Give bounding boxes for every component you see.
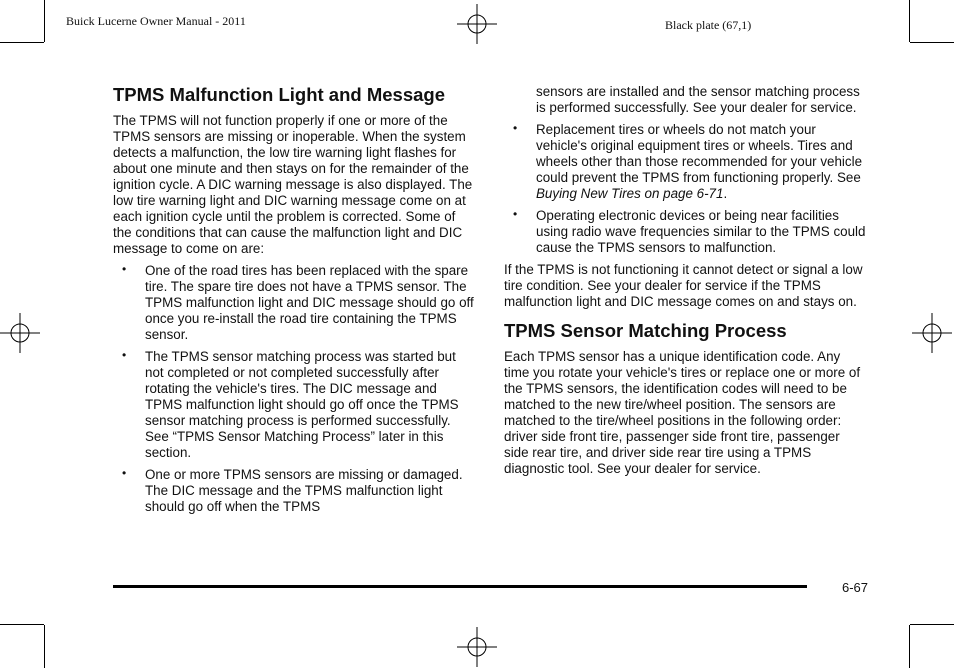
crop-mark [44,0,45,42]
matching-paragraph: Each TPMS sensor has a unique identification code. Any time you rotate your vehicle's tires or replace one or more of the TPMS sensors, the identification codes will need to be matched to the new tire/wheel position. The sensors are matched to the tire/wheel positions in the following order: driver side front tire, passenger side front tire, passenger side rear tire, and driver side rear tire using a TPMS diagnostic tool. See your dealer for service. [504,349,861,476]
status-paragraph: If the TPMS is not functioning it cannot detect or signal a low tire condition. See your dealer for service if the TPMS malfunction light and DIC message comes on and stays on. [504,262,863,309]
list-item: • One of the road tires has been replaced with the spare tire. The spare tire does not have a TPMS sensor. The TPMS malfunction light and DIC message should go off once you re-install the road tire containing the TPMS sensor. [122,262,474,342]
list-item: • One or more TPMS sensors are missing or damaged. The DIC message and the TPMS malfunction light should go off when the TPMS [122,466,463,514]
bullet-icon: • [122,466,127,480]
list-item: • Operating electronic devices or being near facilities using radio wave frequencies similar to the TPMS could cause the TPMS sensors to malfunction. [513,207,866,255]
bullet-icon: • [122,348,127,362]
list-item: • The TPMS sensor matching process was started but not completed or not completed successfully after rotating the vehicle's tires. The DIC message and TPMS malfunction light should go off once the TPMS sensor matching process is performed successfully. See “TPMS Sensor Matching Process” later in this section. [122,348,459,460]
bullet-icon: • [513,207,518,221]
list-item: • Replacement tires or wheels do not match your vehicle's original equipment tires or wheels. Tires and wheels other than those recommended for your vehicle could prevent the TPMS from functioning properly. See Buying New Tires on page 6‑71. [513,121,863,201]
cross-reference-link[interactable]: Buying New Tires on page 6‑71 [536,186,724,201]
condition-list-continued [504,122,866,256]
section-heading-malfunction: TPMS Malfunction Light and Message [113,84,445,105]
crop-mark [910,624,954,625]
crop-mark [44,625,45,668]
crop-mark [909,625,910,668]
condition-list [113,263,475,515]
crop-mark [0,624,44,625]
manual-title: Buick Lucerne Owner Manual - 2011 [66,14,246,28]
footer-rule [113,585,807,588]
bullet-icon: • [513,121,518,135]
plate-label: Black plate (67,1) [665,18,752,32]
intro-paragraph: The TPMS will not function properly if one or more of the TPMS sensors are missing or inoperable. When the system detects a malfunction, the low tire warning light flashes for about one minute and then stays on for the remainder of the ignition cycle. A DIC warning message is also displayed. The low tire warning light and DIC warning message come on at each ignition cycle until the problem is corrected. Some of the conditions that can cause the malfunction light and DIC message to come on are: [113,113,473,256]
bullet-icon: • [122,262,127,276]
crop-mark [0,42,44,43]
section-heading-matching: TPMS Sensor Matching Process [504,320,787,341]
crop-mark [909,0,910,42]
registration-mark-icon [912,313,952,353]
registration-mark-icon [457,4,497,44]
bullet-continuation: sensors are installed and the sensor matching process is performed successfully. See your dealer for service. [536,84,860,115]
registration-mark-icon [0,313,40,353]
left-column [113,84,475,521]
crop-mark [910,42,954,43]
registration-mark-icon [457,627,497,667]
page-number: 6-67 [842,580,869,595]
right-column [504,84,866,483]
